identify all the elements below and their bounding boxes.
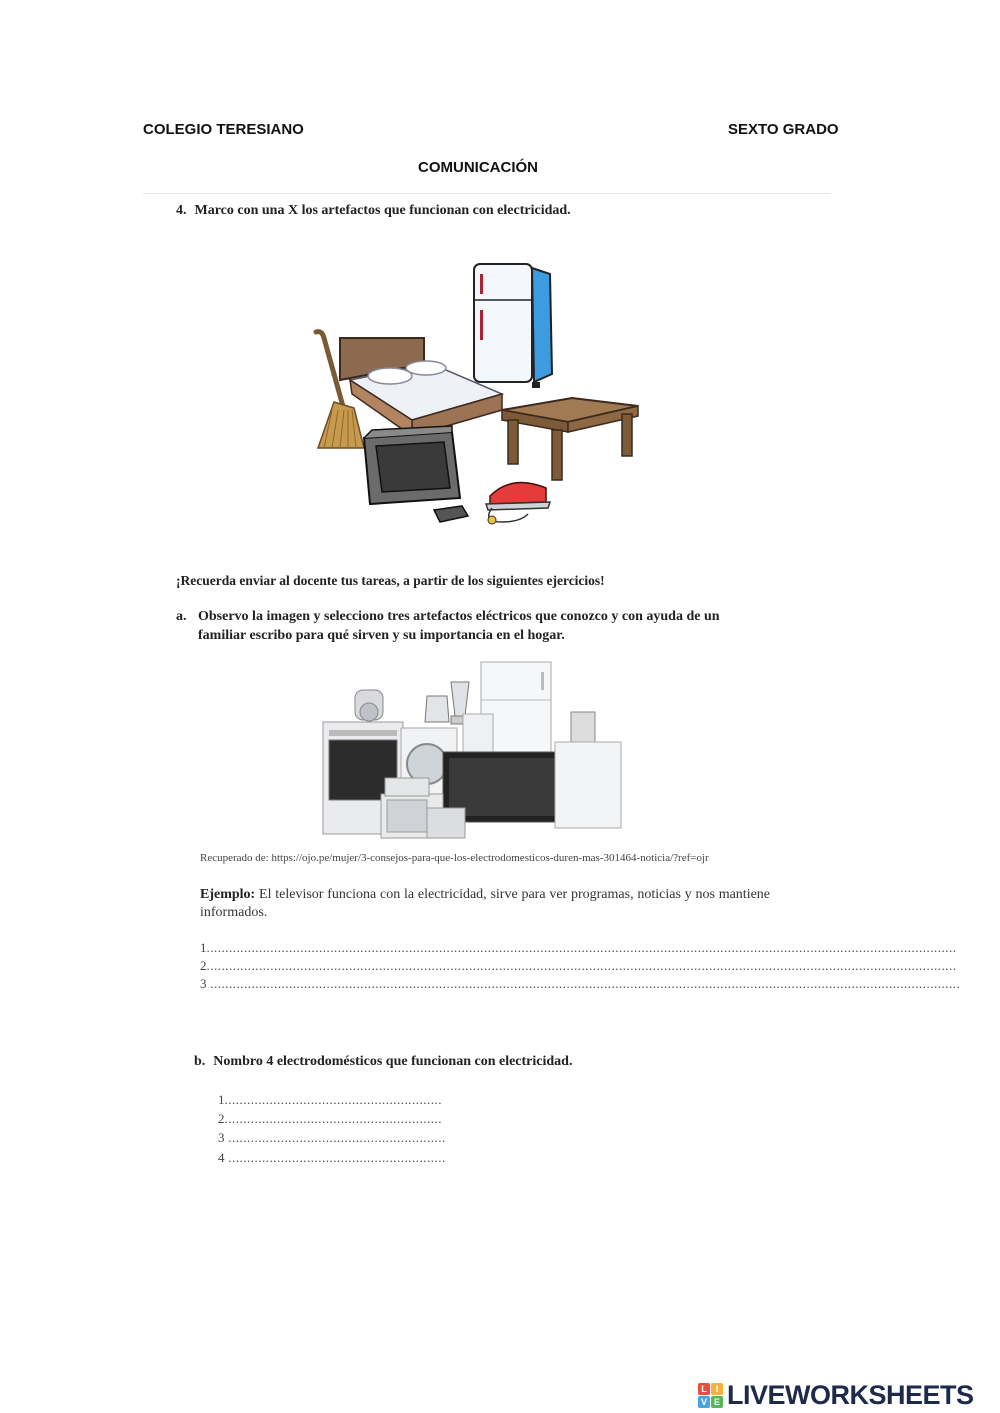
- liveworksheets-logo: [698, 1378, 974, 1412]
- question-4: [176, 203, 571, 219]
- answer-line-number: 2: [200, 958, 207, 973]
- appliances-photo: [323, 660, 623, 848]
- answer-line-a-2[interactable]: 2........................................................................................................................................................................................................: [200, 958, 957, 973]
- answer-line-a-1[interactable]: 1........................................................................................................................................................................................................: [200, 940, 957, 955]
- question-4-number: 4.: [176, 203, 187, 218]
- answer-line-number: 3: [218, 1130, 225, 1145]
- logo-cubes-icon: [698, 1383, 723, 1408]
- example-label: Ejemplo:: [200, 887, 256, 902]
- kettle-drawing: [425, 696, 449, 722]
- answer-line-b-4[interactable]: 4 ..........................................................: [218, 1150, 446, 1165]
- answer-line-number: 3: [200, 976, 207, 991]
- fridge-drawing: [474, 264, 552, 388]
- example-paragraph: [200, 886, 770, 922]
- question-a-line-1: Observo la imagen y selecciono tres artefactos eléctricos que conozco y con ayuda de un: [198, 609, 720, 624]
- subject-title: COMUNICACIÓN: [418, 159, 538, 176]
- logo-cube: L: [698, 1383, 710, 1395]
- answer-line-b-2[interactable]: 2..........................................................: [218, 1111, 442, 1126]
- example-text: El televisor funciona con la electricidad, sirve para ver programas, noticias y nos mantiene informados.: [200, 887, 771, 920]
- question-4-text: Marco con una X los artefactos que funcionan con electricidad.: [194, 203, 571, 218]
- small-oven-drawing: [385, 778, 429, 796]
- answer-line-number: 4: [218, 1150, 225, 1165]
- wooden-table-drawing: [502, 398, 638, 480]
- logo-cube: E: [711, 1396, 723, 1408]
- grade-label: SEXTO GRADO: [728, 121, 839, 138]
- question-b-label: b.: [194, 1054, 206, 1069]
- image-source: Recuperado de: https://ojo.pe/mujer/3-consejos-para-que-los-electrodomesticos-duren-mas-301464-noticia/?ref=ojr: [200, 852, 709, 864]
- question-a-label: a.: [176, 609, 187, 624]
- coffee-maker-drawing: [571, 712, 595, 742]
- remote-control-drawing: [434, 506, 468, 522]
- answer-line-number: 1: [218, 1092, 225, 1107]
- answer-line-b-3[interactable]: 3 ..........................................................: [218, 1130, 446, 1145]
- reminder-text: ¡Recuerda enviar al docente tus tareas, a partir de los siguientes ejercicios!: [176, 573, 605, 588]
- question-b-text: Nombro 4 electrodomésticos que funcionan con electricidad.: [213, 1054, 573, 1069]
- iron-drawing: [486, 483, 550, 524]
- household-objects-illustration: [302, 260, 642, 535]
- logo-wordmark: LIVEWORKSHEETS: [727, 1379, 974, 1410]
- school-name: COLEGIO TERESIANO: [143, 121, 304, 138]
- question-a-line-2: familiar escribo para qué sirven y su importancia en el hogar.: [198, 628, 565, 643]
- answer-line-a-3[interactable]: 3 ........................................................................................................................................................................................................: [200, 976, 961, 991]
- answer-line-b-1[interactable]: 1..........................................................: [218, 1092, 442, 1107]
- answer-line-number: 1: [200, 940, 207, 955]
- mixer-drawing: [355, 690, 383, 721]
- toaster-drawing: [427, 808, 465, 838]
- question-b: [194, 1054, 572, 1070]
- question-a: [176, 607, 770, 645]
- header-divider: [143, 193, 831, 194]
- logo-cube: I: [711, 1383, 723, 1395]
- old-tv-drawing: [364, 426, 460, 504]
- answer-line-number: 2: [218, 1111, 225, 1126]
- logo-cube: V: [698, 1396, 710, 1408]
